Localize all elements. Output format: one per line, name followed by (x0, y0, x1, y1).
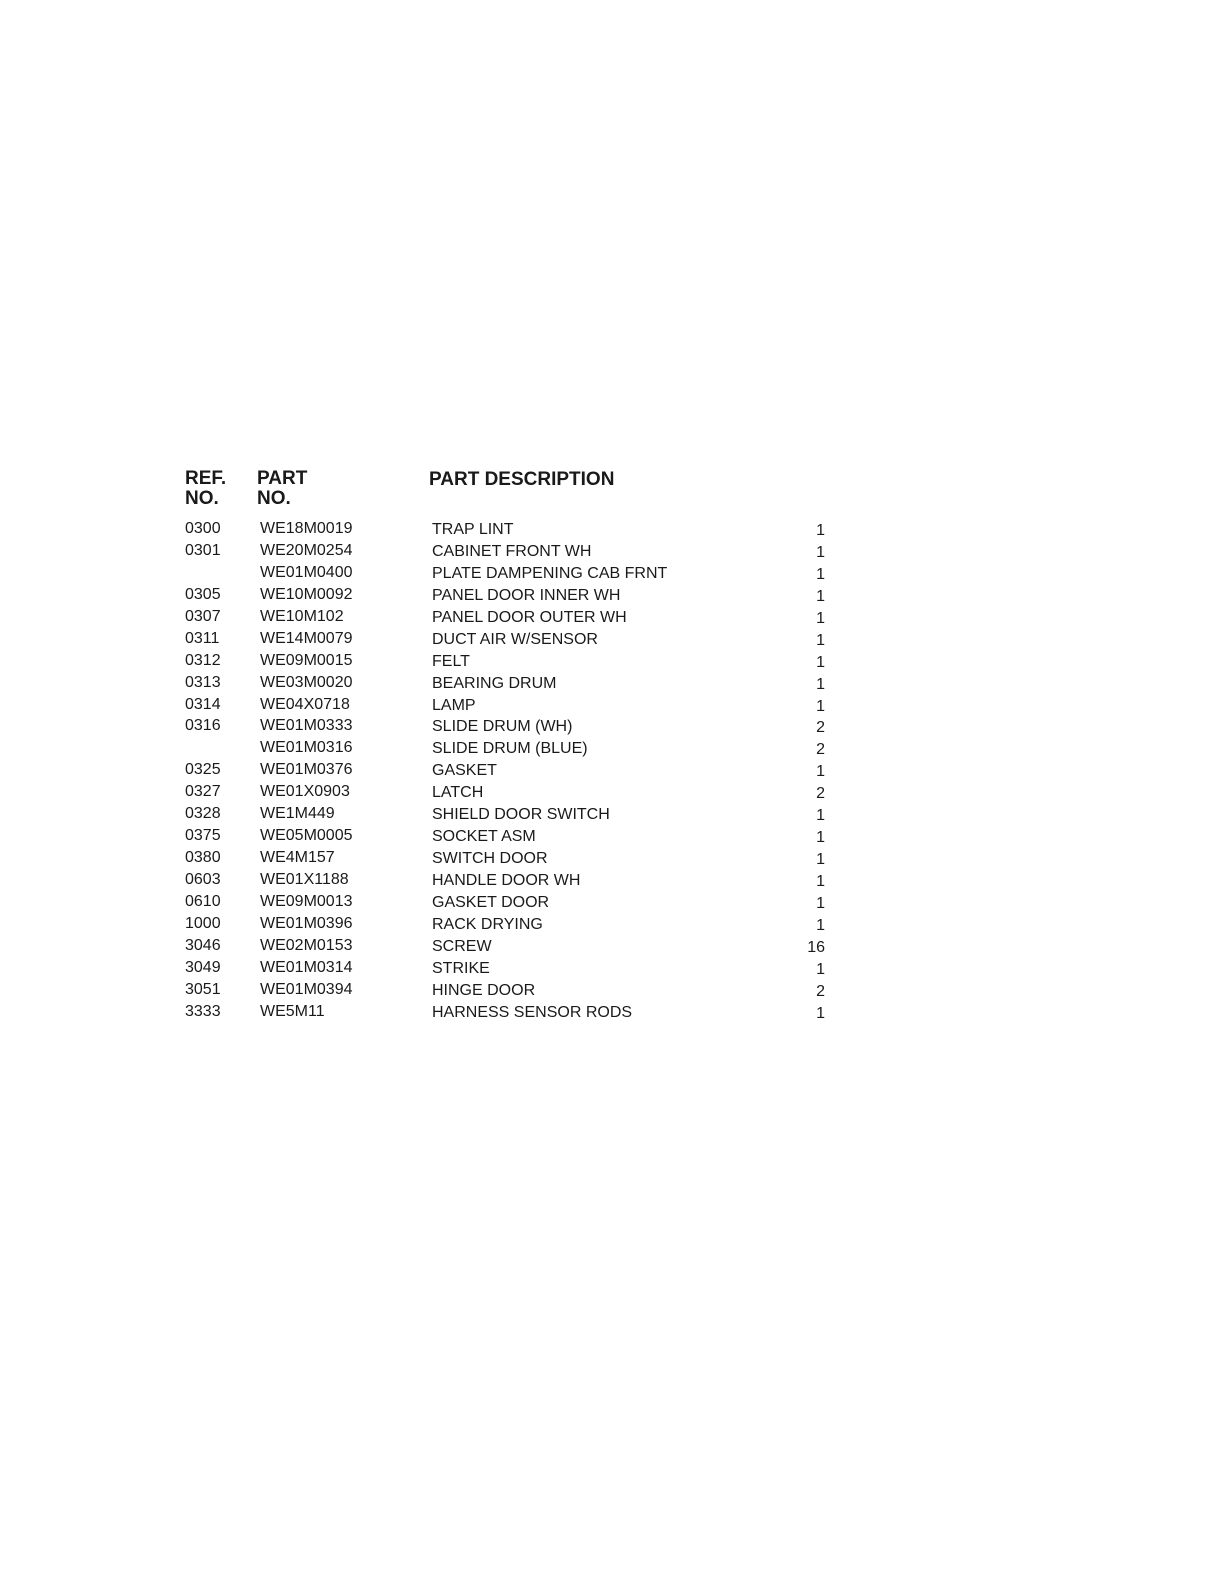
part-no-cell: WE01M0314 (260, 958, 353, 976)
ref-no-header (185, 469, 255, 509)
table-row (185, 541, 835, 563)
ref-no-cell: 3051 (185, 980, 221, 998)
part-description-cell: GASKET (432, 762, 497, 780)
table-row (185, 958, 835, 980)
part-description-cell: RACK DRYING (432, 915, 543, 933)
part-description-cell: SCREW (432, 937, 492, 955)
ref-no-cell: 0380 (185, 849, 221, 867)
ref-no-cell: 0300 (185, 520, 221, 537)
part-no-cell: WE03M0020 (260, 673, 353, 691)
quantity-cell: 1 (816, 631, 825, 649)
ref-no-cell: 0327 (185, 783, 221, 801)
part-no-header-line2: NO. (257, 488, 291, 509)
table-row (185, 738, 835, 760)
quantity-cell: 1 (816, 587, 825, 605)
quantity-cell: 2 (816, 719, 825, 737)
part-no-cell: WE14M0079 (260, 629, 353, 647)
part-no-cell: WE1M449 (260, 805, 335, 823)
table-row (185, 870, 835, 892)
part-no-cell: WE10M0092 (260, 585, 353, 603)
part-description-cell: TRAP LINT (432, 521, 514, 538)
part-description-cell: PANEL DOOR OUTER WH (432, 608, 627, 626)
part-description-cell: BEARING DRUM (432, 674, 557, 692)
quantity-cell: 1 (816, 565, 825, 583)
table-row (185, 936, 835, 958)
table-row (185, 563, 835, 585)
quantity-cell: 1 (816, 916, 825, 934)
part-description-cell: PANEL DOOR INNER WH (432, 586, 621, 604)
ref-no-cell: 0312 (185, 651, 221, 669)
part-description-cell: SWITCH DOOR (432, 850, 548, 868)
part-no-cell: WE01M0400 (260, 563, 353, 581)
ref-no-cell: 0314 (185, 695, 221, 713)
ref-no-cell: 3333 (185, 1002, 221, 1020)
ref-no-cell: 0307 (185, 607, 221, 625)
part-description-cell: HARNESS SENSOR RODS (432, 1003, 633, 1021)
ref-no-cell: 0610 (185, 892, 221, 910)
part-no-cell: WE01M0333 (260, 717, 353, 735)
quantity-cell: 1 (816, 763, 825, 781)
table-row (185, 629, 835, 651)
quantity-cell: 1 (816, 1004, 825, 1022)
part-description-cell: FELT (432, 652, 470, 670)
table-row (185, 782, 835, 804)
table-row (185, 826, 835, 848)
table-row (185, 716, 835, 738)
table-row (185, 695, 835, 717)
ref-no-header-line2: NO. (185, 488, 219, 509)
part-description-cell: HINGE DOOR (432, 981, 536, 999)
part-no-cell: WE01M0376 (260, 761, 353, 779)
part-description-cell: STRIKE (432, 959, 490, 977)
part-description-cell: GASKET DOOR (432, 893, 550, 911)
quantity-cell: 1 (816, 543, 825, 561)
table-row (185, 585, 835, 607)
part-no-cell: WE01M0396 (260, 914, 353, 932)
ref-no-cell: 0313 (185, 673, 221, 691)
part-no-cell: WE09M0013 (260, 892, 353, 910)
parts-list-header (185, 469, 835, 513)
part-description-cell: SLIDE DRUM (BLUE) (432, 740, 588, 758)
quantity-cell: 2 (816, 982, 825, 1000)
ref-no-cell: 0603 (185, 871, 221, 888)
ref-no-cell: 3049 (185, 958, 221, 976)
quantity-cell: 1 (816, 851, 825, 869)
ref-no-cell: 1000 (185, 914, 221, 932)
part-description-cell: DUCT AIR W/SENSOR (432, 630, 598, 648)
part-description-cell: LATCH (432, 784, 484, 802)
parts-rows (185, 519, 835, 1024)
table-row (185, 914, 835, 936)
part-description-cell: LAMP (432, 696, 476, 714)
parts-list (185, 468, 835, 1022)
quantity-cell: 1 (816, 807, 825, 825)
part-no-cell: WE20M0254 (260, 541, 353, 559)
ref-no-cell: 3046 (185, 936, 221, 954)
table-row (185, 848, 835, 870)
table-row (185, 804, 835, 826)
part-description-cell: SLIDE DRUM (WH) (432, 718, 573, 736)
quantity-cell: 1 (816, 829, 825, 847)
ref-no-cell: 0316 (185, 717, 221, 735)
part-no-cell: WE01X0903 (260, 783, 350, 801)
part-description-cell: SHIELD DOOR SWITCH (432, 806, 610, 824)
quantity-cell: 1 (816, 894, 825, 912)
part-no-cell: WE05M0005 (260, 827, 353, 845)
table-row (185, 651, 835, 673)
part-description-header: PART DESCRIPTION (429, 469, 615, 490)
part-no-cell: WE01X1188 (260, 871, 349, 888)
part-no-cell: WE4M157 (260, 849, 335, 867)
part-description-cell: SOCKET ASM (432, 828, 536, 846)
part-no-cell: WE01M0316 (260, 739, 353, 757)
table-row (185, 760, 835, 782)
quantity-cell: 1 (816, 873, 825, 890)
part-description-cell: CABINET FRONT WH (432, 542, 592, 560)
quantity-cell: 1 (816, 675, 825, 693)
ref-no-header-line1: REF. (185, 468, 227, 489)
table-row (185, 892, 835, 914)
ref-no-cell: 0375 (185, 827, 221, 845)
part-no-header-line1: PART (257, 468, 308, 489)
quantity-cell: 1 (816, 609, 825, 627)
part-no-header (257, 469, 377, 509)
part-description-cell: HANDLE DOOR WH (432, 872, 581, 889)
part-no-cell: WE5M11 (260, 1002, 325, 1020)
quantity-cell: 1 (816, 653, 825, 671)
quantity-cell: 2 (816, 741, 825, 759)
table-row (185, 1002, 835, 1024)
part-no-cell: WE18M0019 (260, 520, 353, 537)
part-no-cell: WE02M0153 (260, 936, 353, 954)
table-row (185, 607, 835, 629)
table-row (185, 673, 835, 695)
ref-no-cell: 0301 (185, 541, 221, 559)
ref-no-cell: 0328 (185, 805, 221, 823)
quantity-cell: 2 (816, 785, 825, 803)
part-description-cell: PLATE DAMPENING CAB FRNT (432, 564, 668, 582)
quantity-cell: 16 (807, 938, 825, 956)
part-no-cell: WE10M102 (260, 607, 344, 625)
quantity-cell: 1 (816, 697, 825, 715)
ref-no-cell: 0305 (185, 585, 221, 603)
part-no-cell: WE09M0015 (260, 651, 353, 669)
ref-no-cell: 0325 (185, 761, 221, 779)
ref-no-cell: 0311 (185, 629, 220, 647)
quantity-cell: 1 (816, 522, 825, 539)
quantity-cell: 1 (816, 960, 825, 978)
part-no-cell: WE01M0394 (260, 980, 353, 998)
table-row (185, 980, 835, 1002)
table-row (185, 519, 835, 541)
part-no-cell: WE04X0718 (260, 695, 350, 713)
